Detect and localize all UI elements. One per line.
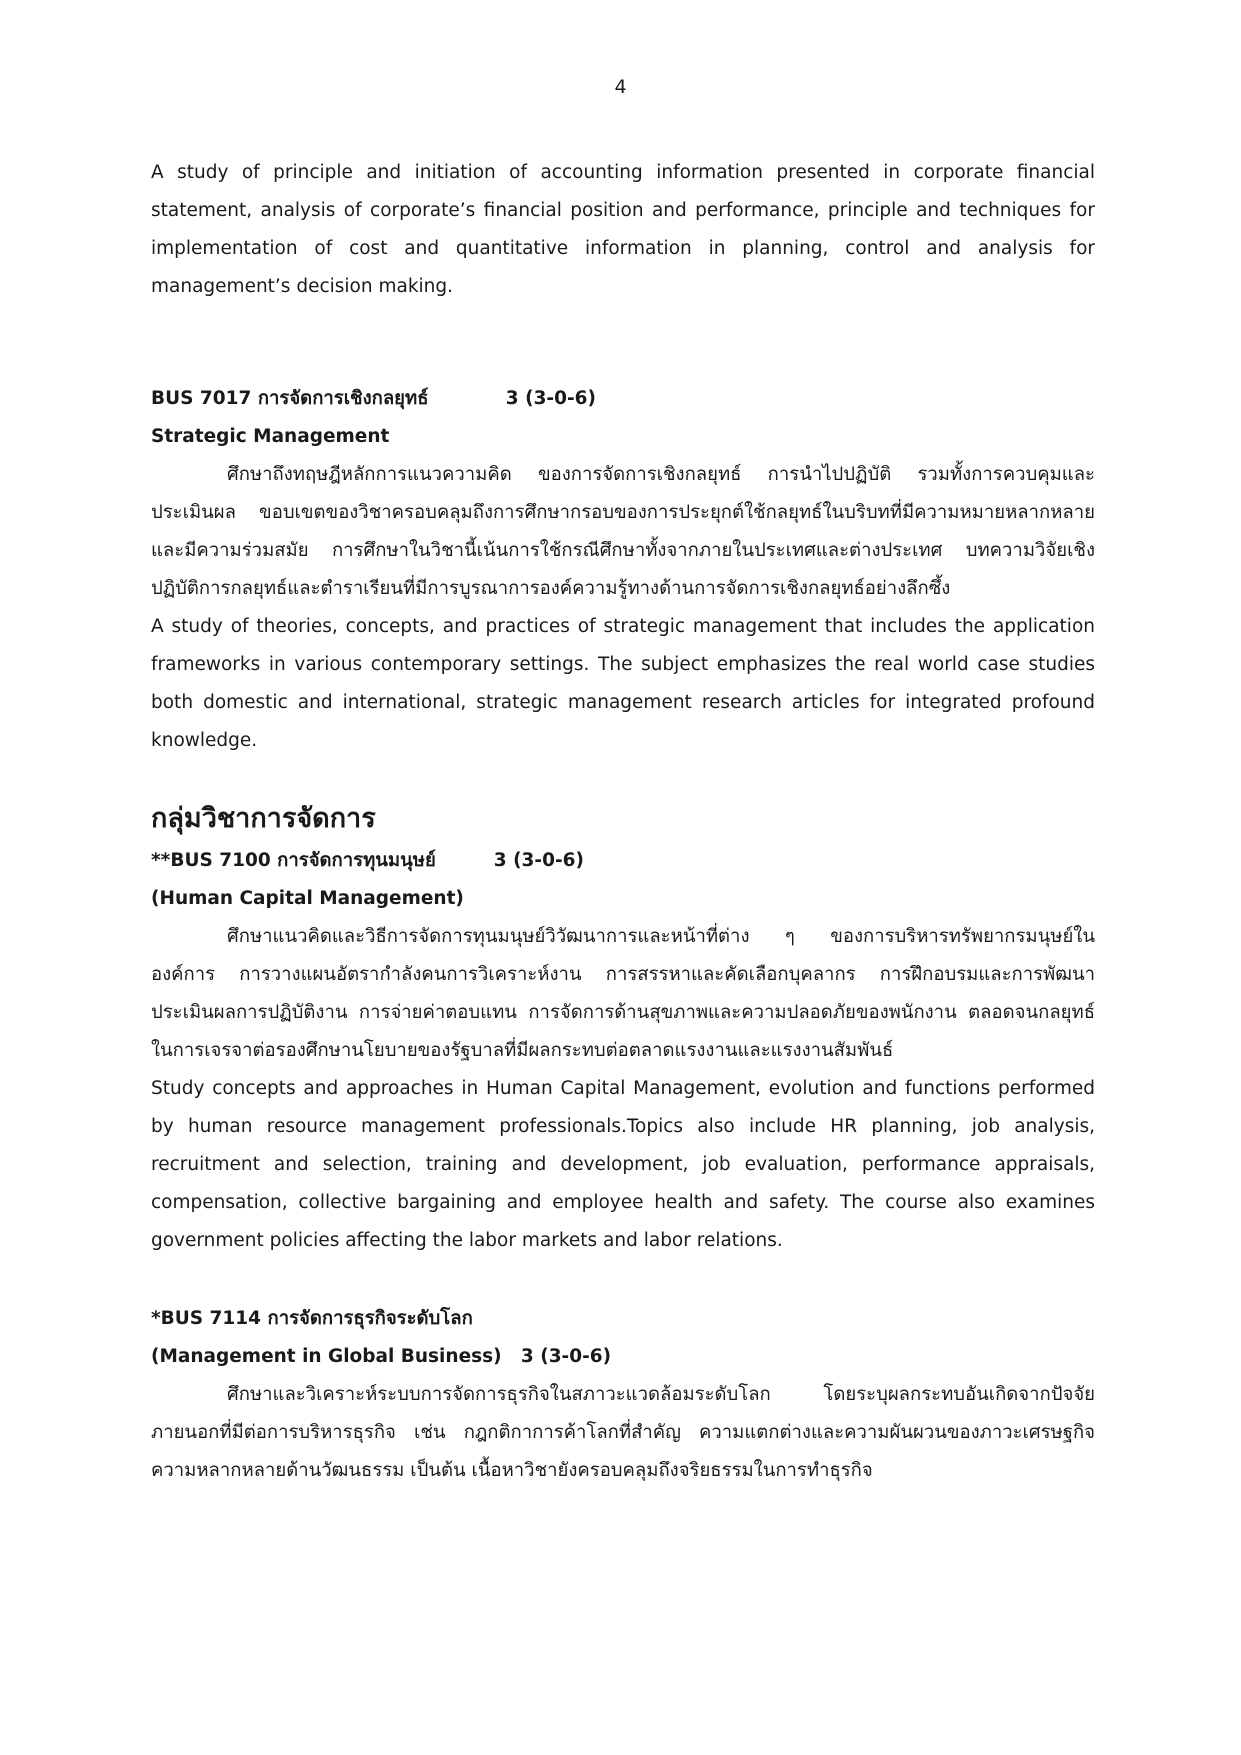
course-english-description: Study concepts and approaches in Human Capital Management, evolution and functions performed by human resource management professionals.Topics also include HR planning, job analysis, recruitment and selection, training and development, job evaluation, performance appraisals, compensation, collective bargaining and employee health and safety. The course also examines government policies affecting the labor markets and labor relations. <box>151 1078 1095 1251</box>
course-code-title: BUS 7017 การจัดการเชิงกลยุทธ์ <box>151 388 429 409</box>
course-thai-description: ศึกษาถึงทฤษฎีหลักการแนวความคิด ของการจัดการเชิงกลยุทธ์ การนำไปปฏิบัติ รวมทั้งการควบคุมและประเมินผล ขอบเขตของวิชาครอบคลุมถึงการศึกษากรอบของการประยุกต์ใช้กลยุทธ์ในบริบทที่มีความหมายหลากหลายและมีความร่วมสมัย การศึกษาในวิชานี้เน้นการใช้กรณีศึกษาทั้งจากภายในประเทศและต่างประเทศ บทความวิจัยเชิงปฏิบัติการกลยุทธ์และตำราเรียนที่มีการบูรณาการองค์ความรู้ทางด้านการจัดการเชิงกลยุทธ์อย่างลึกซึ้ง <box>151 464 1095 599</box>
spacer <box>151 1260 1095 1300</box>
page-content <box>151 154 1095 1490</box>
course-credits: 3 (3-0-6) <box>520 1346 612 1367</box>
intro-paragraph: A study of principle and initiation of accounting information presented in corporate financial statement, analysis of corporate’s financial position and performance, principle and techniques for implementation of cost and quantitative information in planning, control and analysis for management’s decision making. <box>151 162 1095 297</box>
group-title: กลุ่มวิชาการจัดการ <box>151 803 376 834</box>
course-thai-description: ศึกษาแนวคิดและวิธีการจัดการทุนมนุษย์วิวัฒนาการและหน้าที่ต่าง ๆ ของการบริหารทรัพยากรมนุษย์ในองค์การ การวางแผนอัตรากำลังคนการวิเคราะห์งาน การสรรหาและคัดเลือกบุคลากร การฝึกอบรมและการพัฒนา ประเมินผลการปฏิบัติงาน การจ่ายค่าตอบแทน การจัดการด้านสุขภาพและความปลอดภัยของพนักงาน ตลอดจนกลยุทธ์ในการเจรจาต่อรองศึกษานโยบายของรัฐบาลที่มีผลกระทบต่อตลาดแรงงานและแรงงานสัมพันธ์ <box>151 926 1095 1061</box>
spacer <box>151 306 1095 380</box>
course-english-title: (Management in Global Business) <box>151 1346 502 1367</box>
course-bus7114 <box>151 1300 1095 1490</box>
course-credits: 3 (3-0-6) <box>493 850 584 871</box>
course-thai-description: ศึกษาและวิเคราะห์ระบบการจัดการธุรกิจในสภาวะแวดล้อมระดับโลก โดยระบุผลกระทบอันเกิดจากปัจจัยภายนอกที่มีต่อการบริหารธุรกิจ เช่น กฎกติกาการค้าโลกที่สำคัญ ความแตกต่างและความผันผวนของภาวะเศรษฐกิจ ความหลากหลายด้านวัฒนธรรม เป็นต้น เนื้อหาวิชายังครอบคลุมถึงจริยธรรมในการทำธุรกิจ <box>151 1384 1095 1481</box>
page-number: 4 <box>614 76 627 98</box>
course-credits: 3 (3-0-6) <box>505 388 596 409</box>
course-code-title: *BUS 7114 การจัดการธุรกิจระดับโลก <box>151 1308 473 1329</box>
course-english-title: (Human Capital Management) <box>151 888 464 909</box>
course-heading <box>151 380 1095 418</box>
course-heading <box>151 1338 1095 1376</box>
course-code-title: **BUS 7100 การจัดการทุนมนุษย์ <box>151 850 436 871</box>
course-heading <box>151 842 1095 880</box>
course-english-title: Strategic Management <box>151 426 390 447</box>
spacer <box>151 760 1095 796</box>
course-english-description: A study of theories, concepts, and practices of strategic management that includes the application frameworks in various contemporary settings. The subject emphasizes the real world case studies both domestic and international, strategic management research articles for integrated profound knowledge. <box>151 616 1095 751</box>
course-bus7017 <box>151 380 1095 760</box>
course-bus7100 <box>151 842 1095 1260</box>
